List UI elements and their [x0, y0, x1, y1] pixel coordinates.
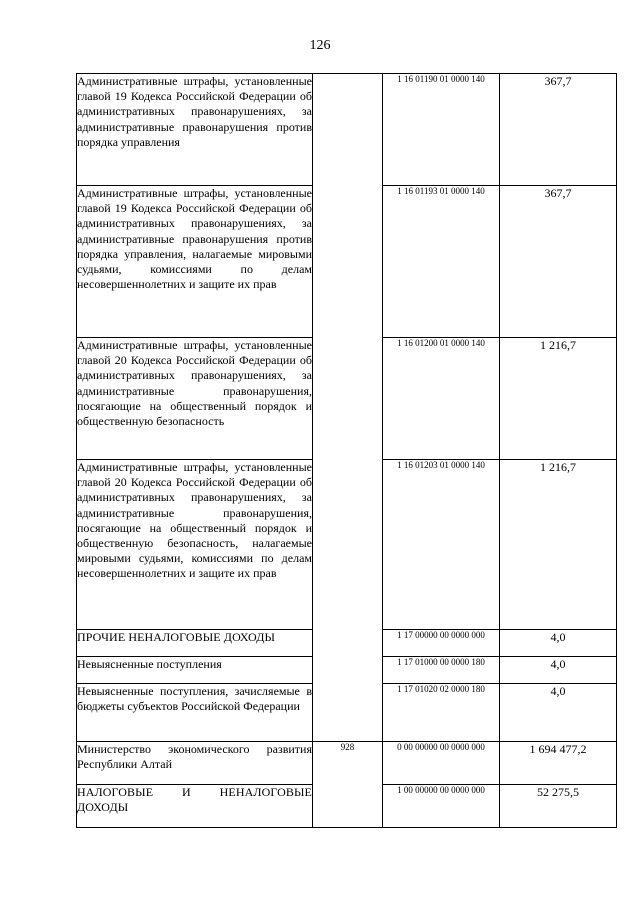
row-budget-code: 1 17 00000 00 0000 000	[383, 630, 500, 657]
row-sum: 367,7	[500, 74, 617, 186]
row-budget-code: 1 16 01203 01 0000 140	[383, 460, 500, 630]
row-sum: 4,0	[500, 684, 617, 742]
revenue-table	[76, 73, 617, 828]
row-sum: 4,0	[500, 630, 617, 657]
row-budget-code: 1 16 01190 01 0000 140	[383, 74, 500, 186]
row-sum: 367,7	[500, 186, 617, 338]
row-name: Невыясненные поступления	[77, 657, 313, 684]
row-budget-code: 1 17 01020 02 0000 180	[383, 684, 500, 742]
row-name: Административные штрафы, установленные главой 19 Кодекса Российской Федерации об административных правонарушениях, за административные правонарушения против порядка управления	[77, 74, 313, 186]
row-name: Административные штрафы, установленные главой 20 Кодекса Российской Федерации об административных правонарушениях, за административные правонарушения, посягающие на общественный порядок и общественную безопасность, налагаемые мировыми судьями, комиссиями по делам несовершеннолетних и защите их прав	[77, 460, 313, 630]
row-budget-code: 1 17 01000 00 0000 180	[383, 657, 500, 684]
row-name: Невыясненные поступления, зачисляемые в бюджеты субъектов Российской Федерации	[77, 684, 313, 742]
row-budget-code: 0 00 00000 00 0000 000	[383, 742, 500, 785]
page-number: 126	[309, 38, 331, 53]
row-name: Министерство экономического развития Республики Алтай	[77, 742, 313, 785]
row-name: ПРОЧИЕ НЕНАЛОГОВЫЕ ДОХОДЫ	[77, 630, 313, 657]
row-sum: 1 216,7	[500, 338, 617, 460]
row-admin-code: 928	[313, 742, 383, 828]
row-name: НАЛОГОВЫЕ И НЕНАЛОГОВЫЕ ДОХОДЫ	[77, 785, 313, 828]
row-budget-code: 1 00 00000 00 0000 000	[383, 785, 500, 828]
row-sum: 52 275,5	[500, 785, 617, 828]
row-name: Административные штрафы, установленные главой 20 Кодекса Российской Федерации об административных правонарушениях, за административные правонарушения, посягающие на общественный порядок и общественную безопасность	[77, 338, 313, 460]
row-name: Административные штрафы, установленные главой 19 Кодекса Российской Федерации об административных правонарушениях, за административные правонарушения против порядка управления, налагаемые мировыми судьями, комиссиями по делам несовершеннолетних и защите их прав	[77, 186, 313, 338]
row-budget-code: 1 16 01200 01 0000 140	[383, 338, 500, 460]
table-row	[77, 742, 617, 785]
row-sum: 4,0	[500, 657, 617, 684]
row-admin-code	[313, 74, 383, 742]
row-budget-code: 1 16 01193 01 0000 140	[383, 186, 500, 338]
row-sum: 1 694 477,2	[500, 742, 617, 785]
row-sum: 1 216,7	[500, 460, 617, 630]
table-row	[77, 74, 617, 186]
